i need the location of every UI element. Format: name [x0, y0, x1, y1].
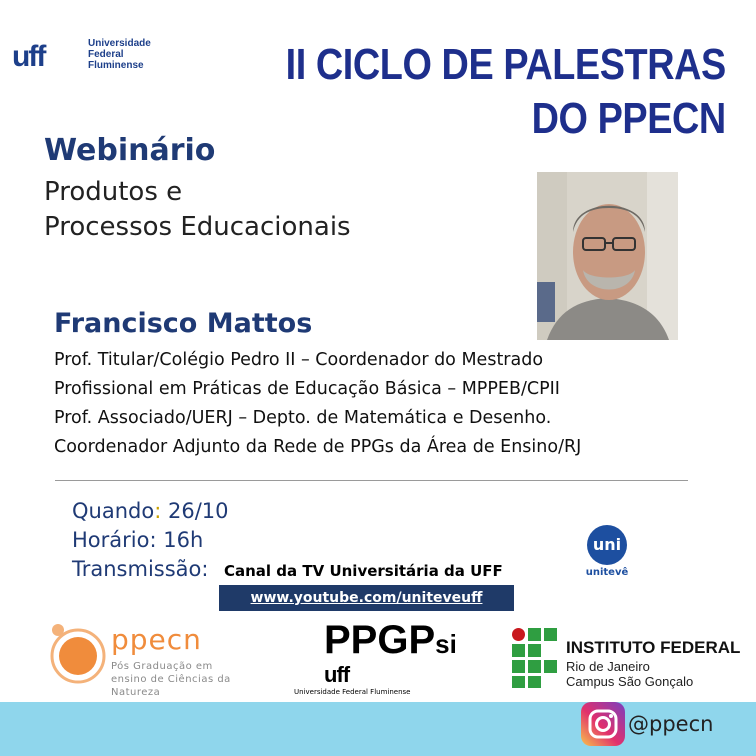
ppgpsi-logo-uff: uff — [324, 662, 350, 687]
event-time: Horário: 16h — [72, 528, 204, 552]
if-logo-title: INSTITUTO FEDERAL — [566, 638, 741, 657]
if-logo-mark — [512, 628, 560, 688]
event-broadcast: Transmissão: — [72, 557, 209, 581]
speaker-bio-line: Coordenador Adjunto da Rede de PPGs da Área de Ensino/RJ — [54, 437, 582, 457]
event-title — [286, 38, 726, 146]
instagram-handle[interactable]: @ppecn — [628, 712, 714, 736]
event-time-value: 16h — [163, 528, 204, 552]
ppecn-logo-subtitle — [111, 660, 268, 699]
ppgpsi-logo — [294, 620, 464, 700]
ppgpsi-logo-main: PPGP — [324, 618, 436, 662]
webinar-heading: Webinário — [44, 133, 216, 168]
webinar-topic-line: Processos Educacionais — [44, 212, 351, 242]
youtube-link[interactable]: www.youtube.com/uniteveuff — [219, 585, 514, 611]
speaker-bio — [54, 346, 581, 462]
instituto-federal-logo — [512, 628, 748, 688]
event-when-label: Quando — [72, 499, 155, 523]
broadcast-channel: Canal da TV Universitária da UFF — [224, 562, 503, 580]
ppgpsi-logo-university: Universidade Federal Fluminense — [294, 688, 411, 696]
event-title-line-1: II CICLO DE PALESTRAS — [285, 40, 726, 89]
colon: : — [154, 499, 162, 523]
divider — [55, 480, 688, 481]
uff-logo — [12, 38, 172, 72]
ppecn-logo-line: ensino de Ciências da Natureza — [111, 674, 231, 698]
ppecn-logo-line: Pós Graduação em — [111, 661, 213, 672]
event-broadcast-label: Transmissão — [72, 557, 202, 581]
webinar-topic-line: Produtos e — [44, 177, 183, 207]
speaker-bio-line: Prof. Associado/UERJ – Depto. de Matemática e Desenho. — [54, 408, 552, 428]
instagram-icon[interactable] — [581, 702, 625, 746]
if-logo-line: Campus São Gonçalo — [566, 674, 694, 689]
event-info — [72, 497, 229, 584]
event-when — [72, 497, 229, 526]
ppecn-logo — [48, 618, 268, 698]
if-logo-subtitle — [566, 659, 693, 689]
event-when-value: 26/10 — [167, 499, 229, 523]
speaker-name: Francisco Mattos — [54, 308, 313, 339]
speaker-bio-line: Profissional em Práticas de Educação Básica – MPPEB/CPII — [54, 379, 560, 399]
event-title-line-2: DO PPECN — [531, 94, 726, 143]
speaker-photo — [537, 172, 678, 340]
if-logo-line: Rio de Janeiro — [566, 659, 650, 674]
event-time-label: Horário — [72, 528, 150, 552]
unitv-logo-label: unitevê — [585, 567, 629, 578]
ppecn-logo-name: ppecn — [111, 623, 202, 656]
unitv-logo — [583, 525, 631, 585]
speaker-bio-line: Prof. Titular/Colégio Pedro II – Coordenador do Mestrado — [54, 350, 544, 370]
uff-logo-text — [88, 38, 151, 71]
webinar-topic — [44, 175, 351, 245]
uff-logo-line: Universidade — [88, 38, 151, 49]
ppgpsi-logo-suffix: si — [435, 629, 457, 659]
uff-logo-line: Federal — [88, 49, 124, 60]
unitv-logo-mark: uni — [587, 525, 627, 565]
uff-logo-mark: uff — [12, 40, 45, 73]
uff-logo-line: Fluminense — [88, 60, 144, 71]
ppgpsi-logo-name — [324, 618, 457, 663]
